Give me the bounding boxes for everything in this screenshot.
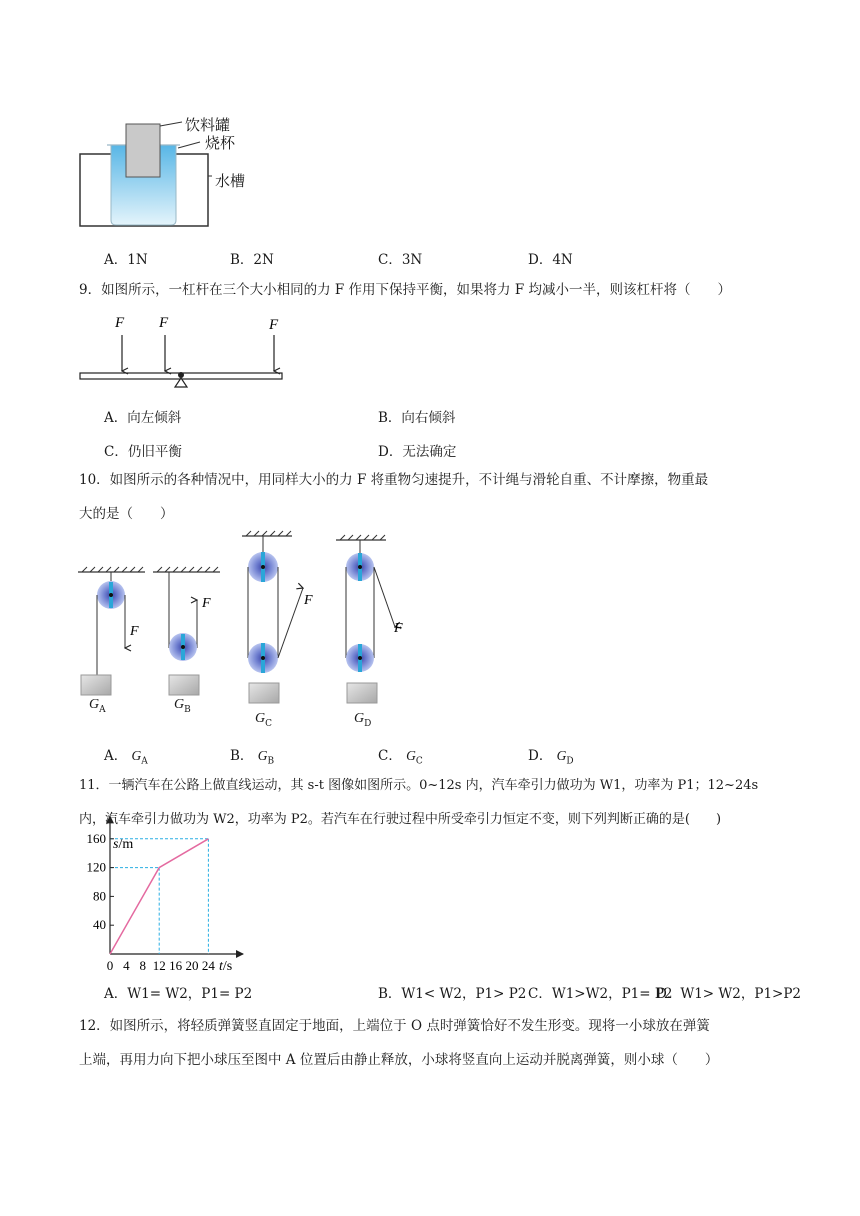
st-chart xyxy=(86,830,260,976)
weight-label-a: $G_A$ xyxy=(89,697,106,715)
weight-label-d: $G_D$ xyxy=(354,711,372,729)
q11-option-c[interactable]: C．W1>W2，P1= P2 xyxy=(528,986,673,1002)
y-axis-label: s/m xyxy=(113,837,134,852)
q12-stem-line2: 上端，再用力向下把小球压至图中 A 位置后由静止释放，小球将竖直向上运动并脱离弹簧，则小球（ ） xyxy=(79,1052,719,1068)
force-label: F xyxy=(159,315,169,331)
y-tick-label: 120 xyxy=(86,859,106,875)
label-beaker: 烧杯 xyxy=(205,134,236,152)
q10-stem-line2: 大的是（ ） xyxy=(79,506,174,522)
q8-option-d[interactable]: D．4N xyxy=(528,252,573,268)
q10-stem-line1: 10．如图所示的各种情况中，用同样大小的力 F 将重物匀速提升，不计绳与滑轮自重、不计摩擦，物重最 xyxy=(79,472,709,488)
force-label: F xyxy=(269,317,279,333)
q11-stem-line2: 内，汽车牵引力做功为 W2，功率为 P2。若汽车在行驶过程中所受牵引力恒定不变，则下列判断正确的是( ) xyxy=(79,812,722,827)
figure-q9-lever xyxy=(75,310,290,390)
force-label: F xyxy=(115,315,125,331)
q10-option-d[interactable]: D． $G_D$ xyxy=(528,748,574,767)
force-label: F xyxy=(130,624,139,639)
figure-q10-pulleys xyxy=(70,530,420,735)
x-tick-label: 16 xyxy=(169,958,183,973)
pulley-system-c xyxy=(242,531,313,703)
x-tick-label: 12 xyxy=(152,958,166,973)
label-tank: 水槽 xyxy=(215,172,246,190)
force-label: F xyxy=(202,596,211,611)
weight-label-b: $G_B$ xyxy=(174,697,191,715)
q12-stem-line1: 12．如图所示，将轻质弹簧竖直固定于地面，上端位于 O 点时弹簧恰好不发生形变。现将一小球放在弹簧 xyxy=(79,1018,710,1034)
y-tick-label: 40 xyxy=(93,917,106,933)
x-tick-label: 4 xyxy=(123,958,130,973)
q11-option-d[interactable]: D．W1> W2，P1>P2 xyxy=(656,986,802,1002)
y-tick-label: 160 xyxy=(86,830,106,846)
q9-stem: 9．如图所示，一杠杆在三个大小相同的力 F 作用下保持平衡，如果将力 F 均减小一半，则该杠杆将（ ） xyxy=(79,282,731,298)
q9-option-d[interactable]: D．无法确定 xyxy=(378,444,457,460)
q8-option-c[interactable]: C．3N xyxy=(378,252,423,268)
q10-option-a[interactable]: A． $G_A$ xyxy=(104,748,148,767)
label-can: 饮料罐 xyxy=(185,116,231,134)
q10-option-c[interactable]: C． $G_C$ xyxy=(378,748,423,767)
x-axis-label: t/s xyxy=(219,959,233,974)
q11-option-b[interactable]: B．W1< W2，P1> P2 xyxy=(378,986,527,1002)
q8-option-a[interactable]: A．1N xyxy=(104,252,148,268)
force-label: F xyxy=(304,593,313,608)
x-tick-label: 24 xyxy=(201,958,215,973)
x-tick-label: 20 xyxy=(185,958,199,973)
q9-option-b[interactable]: B．向右倾斜 xyxy=(378,410,456,426)
q9-option-a[interactable]: A．向左倾斜 xyxy=(104,410,182,426)
q11-option-a[interactable]: A．W1= W2，P1= P2 xyxy=(104,986,253,1002)
force-label: F xyxy=(394,621,403,636)
x-tick-label: 0 xyxy=(106,958,114,973)
drink-can xyxy=(126,124,160,177)
series-line xyxy=(110,839,208,954)
pulley-system-a xyxy=(78,567,145,695)
pulley-system-d xyxy=(336,535,403,703)
q9-option-c[interactable]: C．仍旧平衡 xyxy=(104,444,182,460)
pulley-system-b xyxy=(153,567,220,695)
q10-option-b[interactable]: B． $G_B$ xyxy=(230,748,275,767)
y-tick-label: 80 xyxy=(93,888,106,904)
x-tick-label: 8 xyxy=(139,958,147,973)
q8-option-b[interactable]: B．2N xyxy=(230,252,274,268)
q11-stem-line1: 11．一辆汽车在公路上做直线运动，其 s-t 图像如图所示。0~12s 内，汽车牵引力做功为 W1，功率为 P1；12~24s xyxy=(79,778,759,793)
weight-label-c: $G_C$ xyxy=(255,711,273,729)
